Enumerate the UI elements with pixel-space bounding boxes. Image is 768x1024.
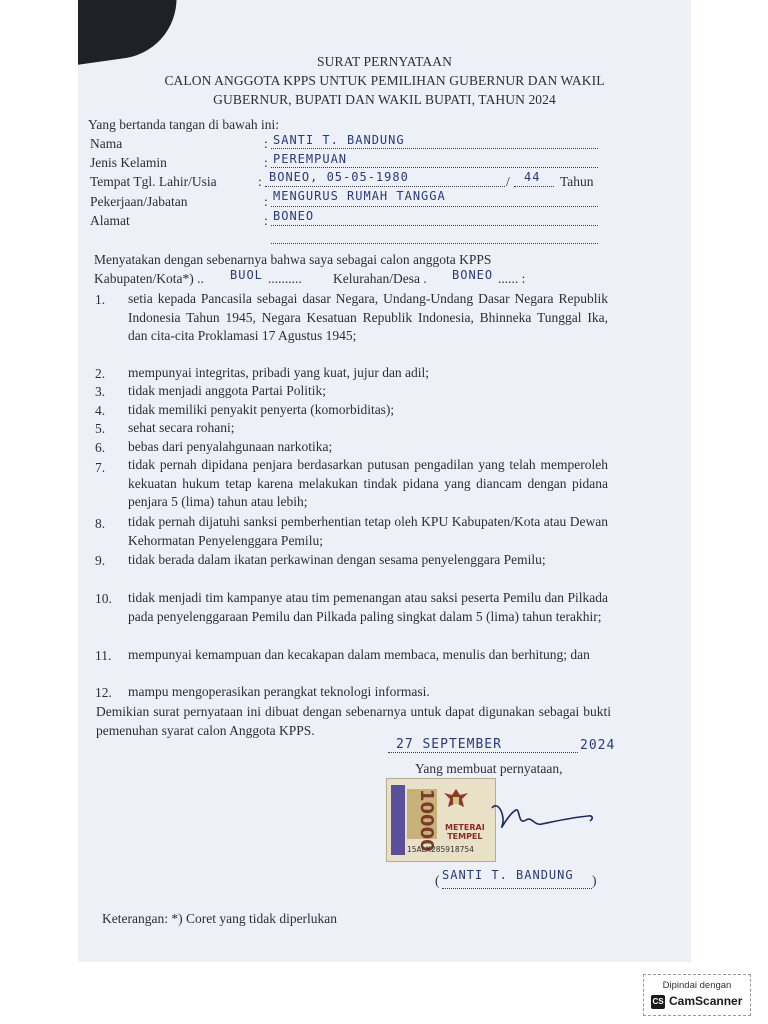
- dotted-line: [514, 186, 554, 187]
- dotted-line: [271, 243, 598, 244]
- item-text: bebas dari penyalahgunaan narkotika;: [128, 439, 333, 454]
- doc-subtitle-line2: GUBERNUR, BUPATI DAN WAKIL BUPATI, TAHUN 2024: [213, 92, 556, 107]
- item-number: 11.: [95, 648, 112, 663]
- footnote: Keterangan: *) Coret yang tidak diperlukan: [102, 911, 338, 926]
- item-number: 6.: [95, 440, 106, 455]
- dotted-line: [265, 186, 505, 187]
- declaration-kel-value: BONEO: [452, 268, 494, 282]
- meterai-stamp: [386, 778, 496, 862]
- item-number: 3.: [95, 384, 106, 399]
- field-label-alamat: Alamat: [90, 213, 130, 228]
- date-year: 2024: [580, 738, 616, 753]
- doc-subtitle-line1: CALON ANGGOTA KPPS UNTUK PEMILIHAN GUBERNUR DAN WAKIL: [164, 73, 605, 88]
- colon: :: [264, 136, 268, 151]
- item-text: tidak menjadi tim kampanye atau tim pemenangan atau saksi peserta Pemilu dan Pilkada pada penyelenggaraan Pemilu dan Pilkada paling singkat dalam 5 (lima) tahun terakhir;: [128, 590, 608, 624]
- declaration-kab-value: BUOL: [230, 268, 263, 282]
- dots-fill: ..........: [268, 271, 302, 286]
- slash: /: [506, 174, 510, 189]
- item-number: 10.: [95, 591, 112, 606]
- colon: :: [264, 213, 268, 228]
- paren-open: (: [435, 873, 440, 888]
- field-label-pekerjaan: Pekerjaan/Jabatan: [90, 194, 188, 209]
- signer-label: Yang membuat pernyataan,: [415, 761, 563, 776]
- stamp-label: [445, 823, 485, 841]
- field-value-pekerjaan: MENGURUS RUMAH TANGGA: [273, 189, 446, 203]
- item-number: 12.: [95, 685, 112, 700]
- dotted-line: [271, 148, 598, 149]
- age-suffix: Tahun: [560, 174, 594, 189]
- item-text: mempunyai integritas, pribadi yang kuat, jujur dan adil;: [128, 365, 430, 380]
- item-number: 9.: [95, 553, 106, 568]
- field-label-ttl: Tempat Tgl. Lahir/Usia: [90, 174, 217, 189]
- closing-paragraph: Demikian surat pernyataan ini dibuat dengan sebenarnya untuk dapat digunakan sebagai bukti pemenuhan syarat calon Anggota KPPS.: [96, 704, 611, 738]
- item-text: mempunyai kemampuan dan kecakapan dalam membaca, menulis dan berhitung; dan: [128, 647, 590, 662]
- stamp-security-strip: [391, 785, 405, 855]
- item-text: tidak memiliki penyakit penyerta (komorbiditas);: [128, 402, 395, 417]
- signer-name: SANTI T. BANDUNG: [442, 868, 574, 882]
- item-number: 1.: [95, 292, 106, 307]
- item-text: tidak berada dalam ikatan perkawinan dengan sesama penyelenggara Pemilu;: [128, 552, 546, 567]
- item-text: sehat secara rohani;: [128, 420, 235, 435]
- field-value-alamat: BONEO: [273, 209, 315, 223]
- item-number: 8.: [95, 516, 106, 531]
- doc-title: SURAT PERNYATAAN: [317, 54, 452, 69]
- declaration-kel-label: Kelurahan/Desa .: [333, 271, 427, 286]
- camscanner-logo-icon: CS: [651, 995, 665, 1009]
- date-value: 27 SEPTEMBER: [396, 737, 502, 752]
- dotted-line: [271, 167, 598, 168]
- stamp-label-line2: TEMPEL: [447, 832, 483, 841]
- paren-close: ): [592, 873, 597, 888]
- dotted-line: [442, 888, 592, 889]
- document-page: [78, 0, 691, 962]
- dotted-line: [271, 206, 598, 207]
- declaration-line1: Menyatakan dengan sebenarnya bahwa saya sebagai calon anggota KPPS: [94, 252, 492, 267]
- camscanner-name: CamScanner: [669, 994, 743, 1008]
- garuda-emblem-icon: [442, 787, 470, 813]
- signature-drawing: [488, 796, 598, 836]
- item-number: 7.: [95, 460, 106, 475]
- item-text: tidak menjadi anggota Partai Politik;: [128, 383, 326, 398]
- item-text: tidak pernah dijatuhi sanksi pemberhentian tetap oleh KPU Kabupaten/Kota atau Dewan Kehormatan Penyelenggara Pemilu;: [128, 514, 608, 548]
- colon: :: [264, 155, 268, 170]
- declaration-end: ...... :: [498, 271, 526, 286]
- declaration-kab-label: Kabupaten/Kota*) ..: [94, 271, 204, 286]
- item-text: setia kepada Pancasila sebagai dasar Negara, Undang-Undang Dasar Negara Republik Indonesia Tahun 1945, Negara Kesatuan Republik Indonesia, Bhinneka Tunggal Ika, dan cita-cita Proklamasi 17 Agustus 1945;: [128, 291, 608, 343]
- field-label-jenis-kelamin: Jenis Kelamin: [90, 155, 167, 170]
- colon: :: [264, 194, 268, 209]
- field-label-nama: Nama: [90, 136, 123, 151]
- item-number: 5.: [95, 421, 106, 436]
- item-number: 4.: [95, 403, 106, 418]
- field-value-ttl: BONEO, 05-05-1980: [269, 170, 409, 184]
- field-value-age: 44: [524, 170, 541, 184]
- item-text: tidak pernah dipidana penjara berdasarkan putusan pengadilan yang telah memperoleh kekuatan hukum tetap karena melakukan tindak pidana yang diancam dengan pidana penjara 5 (lima) tahun atau lebih;: [128, 457, 608, 509]
- camscanner-badge: [643, 974, 751, 1016]
- dotted-line: [388, 752, 578, 753]
- dotted-line: [271, 225, 598, 226]
- field-value-nama: SANTI T. BANDUNG: [273, 133, 405, 147]
- item-number: 2.: [95, 366, 106, 381]
- colon: :: [258, 174, 262, 189]
- field-value-jenis-kelamin: PEREMPUAN: [273, 152, 348, 166]
- camscanner-caption: Dipindai dengan: [662, 980, 732, 991]
- item-text: mampu mengoperasikan perangkat teknologi informasi.: [128, 684, 430, 699]
- stamp-denomination: 10000: [407, 789, 437, 839]
- intro-text: Yang bertanda tangan di bawah ini:: [88, 117, 279, 132]
- stamp-label-line1: METERAI: [445, 823, 485, 832]
- stamp-code: 15ALX285918754: [407, 845, 474, 854]
